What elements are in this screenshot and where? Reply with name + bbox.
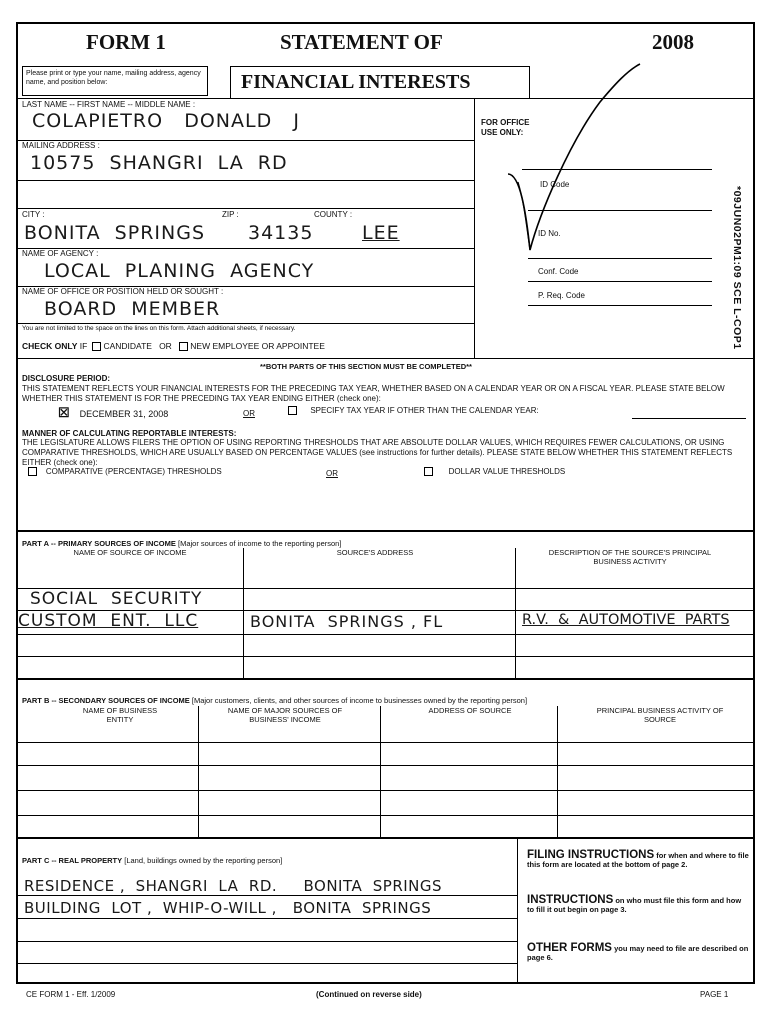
other-forms-note: OTHER FORMS you may need to file are described on page 6.	[527, 942, 749, 962]
instructions-note: INSTRUCTIONS on who must file this form and how to fill it out begin on page 3.	[527, 894, 742, 914]
checkmark-signature-icon	[500, 62, 650, 262]
conf-code-label: Conf. Code	[538, 267, 579, 276]
both-parts-note: **BOTH PARTS OF THIS SECTION MUST BE COMPLETED**	[260, 362, 472, 371]
title-line-2: FINANCIAL INTERESTS	[230, 66, 530, 98]
office-value[interactable]: BOARD MEMBER	[44, 298, 221, 320]
agency-value[interactable]: LOCAL PLANING AGENCY	[44, 260, 315, 282]
period-options-row	[58, 405, 168, 421]
agency-label: NAME OF AGENCY :	[22, 249, 99, 258]
comparative-label: COMPARATIVE (PERCENTAGE) THRESHOLDS	[45, 467, 222, 476]
received-stamp: *09JUN02PM1:09 SCE L-COP1	[731, 186, 743, 350]
mailing-value[interactable]: 10575 SHANGRI LA RD	[30, 152, 288, 174]
name-label: LAST NAME -- FIRST NAME -- MIDDLE NAME :	[22, 100, 196, 109]
city-label: CITY :	[22, 210, 45, 219]
period-heading: DISCLOSURE PERIOD:	[22, 374, 111, 383]
title-line-1: STATEMENT OF	[280, 30, 443, 54]
specify-label: SPECIFY TAX YEAR IF OTHER THAN THE CALENDAR YEAR:	[310, 406, 539, 415]
mailing-label: MAILING ADDRESS :	[22, 141, 100, 150]
part-c-heading: PART C -- REAL PROPERTY	[22, 856, 123, 865]
name-value[interactable]: COLAPIETRO DONALD J	[32, 110, 300, 132]
part-a-col2-header: SOURCE'S ADDRESS	[336, 548, 414, 557]
form-year: 2008	[652, 30, 694, 54]
part-b-col1-header: NAME OF BUSINESS ENTITY	[82, 706, 158, 724]
footer-form-id: CE FORM 1 - Eff. 1/2009	[26, 990, 116, 999]
list-item[interactable]: BUILDING LOT , WHIP-O-WILL , BONITA SPRINGS	[24, 899, 432, 917]
candidate-checkbox[interactable]	[92, 342, 101, 351]
part-b-col3-header: ADDRESS OF SOURCE	[428, 706, 512, 715]
part-b-heading-row	[22, 696, 527, 705]
manner-text: THE LEGISLATURE ALLOWS FILERS THE OPTION OF USING REPORTING THRESHOLDS THAT ARE ABSOLUTE DOLLAR VALUES, WHICH REQUIRES FEWER CALCULATIONS, OR USING COMPARATIVE THRESHOLDS, WHICH ARE USUALLY BASED ON PERCENTAGE VALUES (see instructions for further details). PLEASE STATE BELOW WHETHER THIS STATEMENT REFLECTS EITHER (check one):	[22, 438, 733, 467]
county-value[interactable]: LEE	[362, 222, 400, 244]
part-a-heading-row	[22, 539, 341, 548]
space-note: You are not limited to the space on the lines on this form. Attach additional sheets, if necessary.	[22, 325, 296, 332]
id-no-label: ID No.	[538, 229, 561, 238]
print-instruction: Please print or type your name, mailing address, agency name, and position below:	[22, 66, 208, 96]
manner-heading: MANNER OF CALCULATING REPORTABLE INTERESTS:	[22, 429, 237, 438]
p-req-code-label: P. Req. Code	[538, 291, 585, 300]
table-row[interactable]: R.V. & AUTOMOTIVE PARTS	[522, 612, 730, 628]
threshold-options-row	[28, 467, 222, 476]
specify-tax-year-field[interactable]	[632, 418, 746, 419]
office-label: NAME OF OFFICE OR POSITION HELD OR SOUGHT :	[22, 287, 224, 296]
table-row[interactable]: BONITA SPRINGS , FL	[250, 612, 444, 631]
part-c-heading-row	[22, 856, 282, 865]
or-label: OR	[159, 341, 172, 351]
part-b-col2-header: NAME OF MAJOR SOURCES OF BUSINESS' INCOME	[227, 706, 343, 724]
or-label-threshold: OR	[326, 469, 338, 478]
part-a-note: [Major sources of income to the reporting person]	[178, 539, 342, 548]
period-text: THIS STATEMENT REFLECTS YOUR FINANCIAL INTERESTS FOR THE PRECEDING TAX YEAR, WHETHER BASED ON A CALENDAR YEAR OR ON A FISCAL YEAR. PLEASE STATE BELOW WHETHER THIS STATEMENT IS FOR THE PRECEDING TAX YEAR ENDING EITHER (check one):	[22, 384, 725, 403]
footer-continued: (Continued on reverse side)	[316, 990, 422, 999]
filing-instructions: FILING INSTRUCTIONS for when and where to file this form are located at the bottom of page 2.	[527, 849, 749, 869]
table-row[interactable]: CUSTOM ENT. LLC	[18, 611, 199, 631]
part-a-heading: PART A -- PRIMARY SOURCES OF INCOME	[22, 539, 176, 548]
dec31-checkbox-checked[interactable]: ☒	[58, 405, 70, 420]
specify-row	[288, 406, 539, 415]
form-number: FORM 1	[86, 30, 166, 54]
if-label: IF	[79, 341, 88, 351]
office-use-label: FOR OFFICE USE ONLY:	[481, 118, 530, 137]
or-label-period: OR	[243, 409, 255, 418]
check-only-row	[22, 341, 325, 351]
part-a-col3-header: DESCRIPTION OF THE SOURCE'S PRINCIPAL BUSINESS ACTIVITY	[548, 548, 712, 566]
part-c-note: [Land, buildings owned by the reporting person]	[124, 856, 283, 865]
part-b-col4-header: PRINCIPAL BUSINESS ACTIVITY OF SOURCE	[596, 706, 724, 724]
part-b-note: [Major customers, clients, and other sources of income to businesses owned by the reporting person]	[191, 696, 528, 705]
new-employee-checkbox[interactable]	[179, 342, 188, 351]
dec31-label: DECEMBER 31, 2008	[79, 409, 169, 419]
comparative-checkbox[interactable]	[28, 467, 37, 476]
zip-label: ZIP :	[222, 210, 239, 219]
part-b-heading: PART B -- SECONDARY SOURCES OF INCOME	[22, 696, 190, 705]
dollar-row	[424, 467, 565, 476]
candidate-label: CANDIDATE	[103, 341, 152, 351]
list-item[interactable]: RESIDENCE , SHANGRI LA RD. BONITA SPRINGS	[24, 877, 443, 895]
zip-value[interactable]: 34135	[248, 222, 314, 244]
footer-page: PAGE 1	[700, 990, 729, 999]
id-code-label: ID Code	[540, 180, 570, 189]
part-a-col1-header: NAME OF SOURCE OF INCOME	[73, 548, 187, 557]
dollar-label: DOLLAR VALUE THRESHOLDS	[448, 467, 566, 476]
table-row[interactable]: SOCIAL SECURITY	[30, 589, 203, 609]
specify-checkbox[interactable]	[288, 406, 297, 415]
new-employee-label: NEW EMPLOYEE OR APPOINTEE	[190, 341, 325, 351]
dollar-checkbox[interactable]	[424, 467, 433, 476]
check-only-label: CHECK ONLY	[22, 341, 78, 351]
county-label: COUNTY :	[314, 210, 353, 219]
city-value[interactable]: BONITA SPRINGS	[24, 222, 205, 244]
